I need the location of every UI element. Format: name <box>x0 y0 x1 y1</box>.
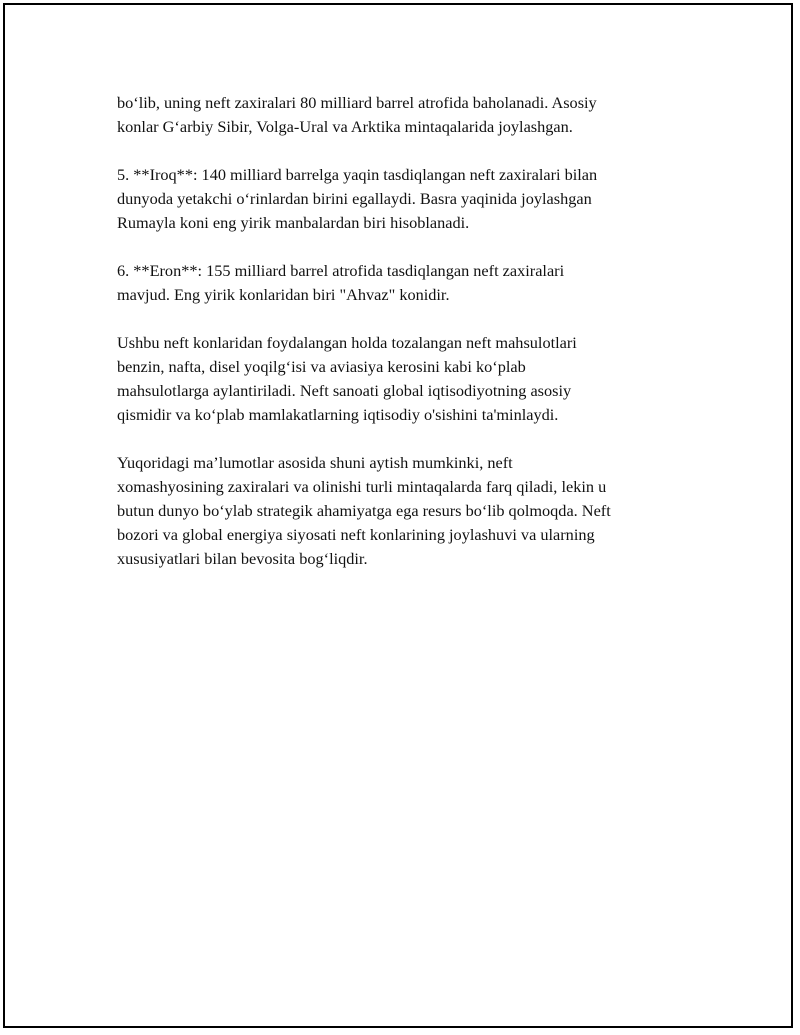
paragraph-russia-continued <box>117 91 697 139</box>
text-line: Rumayla koni eng yirik manbalardan biri hisoblanadi. <box>117 213 470 232</box>
paragraph-refining <box>117 331 697 427</box>
paragraph-iraq <box>117 163 697 235</box>
text-line: benzin, nafta, disel yoqilg‘isi va aviasiya kerosini kabi ko‘plab <box>117 357 526 376</box>
text-line: qismidir va ko‘plab mamlakatlarning iqtisodiy o'sishini ta'minlaydi. <box>117 405 559 424</box>
text-line: xususiyatlari bilan bevosita bog‘liqdir. <box>117 549 368 568</box>
paragraph-iran <box>117 259 697 307</box>
text-line: xomashyosining zaxiralari va olinishi turli mintaqalarda farq qiladi, lekin u <box>117 477 607 496</box>
text-line: bo‘lib, uning neft zaxiralari 80 milliard barrel atrofida baholanadi. Asosiy <box>117 93 597 112</box>
paragraph-conclusion <box>117 451 697 571</box>
text-line: mavjud. Eng yirik konlaridan biri "Ahvaz" konidir. <box>117 285 450 304</box>
text-line: butun dunyo bo‘ylab strategik ahamiyatga ega resurs bo‘lib qolmoqda. Neft <box>117 501 611 520</box>
text-line: 6. **Eron**: 155 milliard barrel atrofida tasdiqlangan neft zaxiralari <box>117 261 565 280</box>
text-line: konlar G‘arbiy Sibir, Volga-Ural va Arktika mintaqalarida joylashgan. <box>117 117 573 136</box>
text-line: Yuqoridagi ma’lumotlar asosida shuni aytish mumkinki, neft <box>117 453 513 472</box>
text-line: mahsulotlarga aylantiriladi. Neft sanoati global iqtisodiyotning asosiy <box>117 381 572 400</box>
text-line: bozori va global energiya siyosati neft konlarining joylashuvi va ularning <box>117 525 595 544</box>
text-line: 5. **Iroq**: 140 milliard barrelga yaqin tasdiqlangan neft zaxiralari bilan <box>117 165 598 184</box>
document-body <box>117 91 697 595</box>
text-line: Ushbu neft konlaridan foydalangan holda tozalangan neft mahsulotlari <box>117 333 577 352</box>
text-line: dunyoda yetakchi o‘rinlardan birini egallaydi. Basra yaqinida joylashgan <box>117 189 592 208</box>
